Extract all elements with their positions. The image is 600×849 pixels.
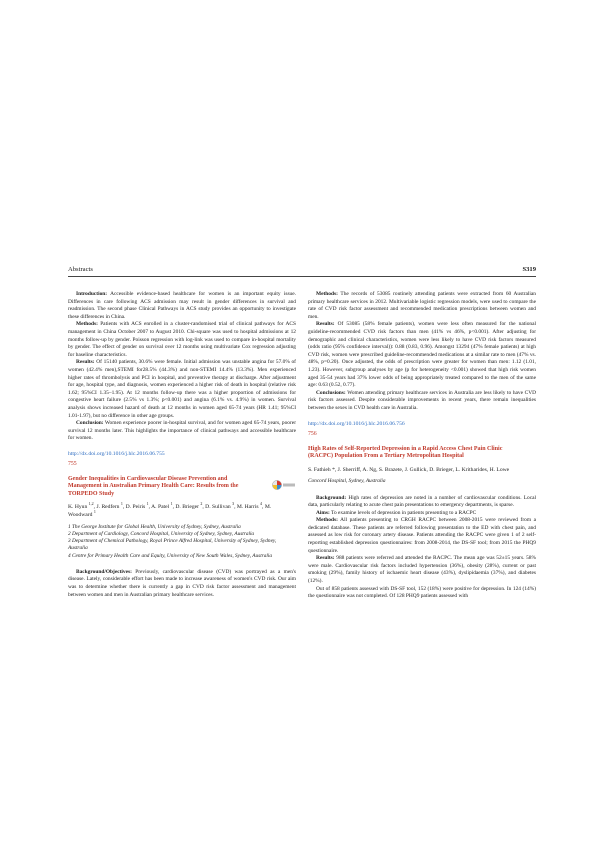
background-heading: Background/Objectives: bbox=[76, 568, 132, 575]
conclusions-paragraph bbox=[308, 390, 536, 413]
results-paragraph bbox=[308, 321, 536, 389]
affiliation-item: 1 The George Institute for Global Health, University of Sydney, Sydney, Australia bbox=[68, 523, 241, 530]
affiliation-item: 4 Centre for Primary Health Care and Equity, University of New South Wales, Sydney, Australia bbox=[68, 552, 272, 559]
crossmark-icon[interactable] bbox=[272, 478, 296, 492]
page-number: S319 bbox=[522, 266, 536, 273]
doi-link[interactable]: http://dx.doi.org/10.1016/j.hlc.2016.06.755 bbox=[68, 450, 165, 457]
aims-text: To examine levels of depression in patients presenting to a RACPC bbox=[331, 509, 477, 516]
intro-text: Accessible evidence-based healthcare for women is an important equity issue. Differences in care following ACS admission may result in gender differences in survival and readmission. The second phase Clinical Pathways in ACS study provides an opportunity to investigate these differences in China. bbox=[68, 291, 296, 320]
conclusions-text: Women attending primary healthcare services in Australia are less likely to have CVD risk factors assessed. Despite considerable improvements in recent years, there remain inequalities between the sexes in CVD health care in Australia. bbox=[308, 389, 536, 411]
results-heading: Results: bbox=[316, 321, 335, 328]
methods-heading: Methods: bbox=[316, 517, 338, 524]
right-column bbox=[308, 291, 536, 601]
methods-paragraph bbox=[308, 291, 536, 321]
doi-link[interactable]: http://dx.doi.org/10.1016/j.hlc.2016.06.756 bbox=[308, 420, 405, 427]
affiliation-item: 2 Department of Cardiology, Concord Hospital, University of Sydney, Sydney, Australia bbox=[68, 531, 255, 538]
abstract-title-row bbox=[308, 446, 536, 461]
methods-heading: Methods: bbox=[316, 291, 338, 297]
background-paragraph bbox=[68, 569, 296, 599]
results-heading: Results: bbox=[316, 555, 335, 562]
results-paragraph bbox=[68, 359, 296, 420]
methods-paragraph bbox=[308, 517, 536, 555]
results-continued-paragraph: Out of 858 patients assessed with DS-SF tool, 152 (18%) were positive for depression. In 124 (14%) the questionnaire was not completed. Of 128 PHQ9 patients assessed with bbox=[308, 585, 536, 600]
header-rule bbox=[68, 276, 536, 277]
left-column bbox=[68, 291, 296, 599]
abstract-title-row bbox=[68, 476, 296, 498]
affiliation-list bbox=[68, 524, 296, 560]
results-text: Of 53085 (58% female patients), women were less often measured for the national guideline-recommended CVD risk factors than men (41% vs 46%, p<0.001). After adjusting for demographic and clinical characteristics, women were less likely to have CVD risk factors measured (odds ratio (95% confidence interval)): 0.88 (0.83, 0.96). Amongst 13294 (47% female patients) at high CVD risk, women were prescribed guideline-recommended medications at a similar rate to men (47% vs. 48%, p=0.20). Once adjusted, the odds of prescription were greater for women than men: 1.12 (1.01, 1.23). However, subgroup analyses by age (p for heterogeneity <0.001) showed that high risk women aged 35-54 years had 37% lower odds of being appropriately treated compared to the men of the same age: 0.63 (0.52, 0.77). bbox=[308, 321, 536, 389]
conclusions-heading: Conclusions: bbox=[316, 389, 346, 396]
background-text: High rates of depression are noted in a number of cardiovascular conditions. Local data, particularly relating to acute chest pain presentations to emergency departments, is sparse. bbox=[308, 494, 536, 509]
author-list: K. Hyun $^{1,2}$, J. Redfern $^1$, D. Peiris $^1$, A. Patel $^1$, D. Brieger $^2$, D. Sullivan $^3$, M. Harris $^4$, M. Woodward $^1$ bbox=[68, 501, 272, 519]
background-paragraph bbox=[308, 495, 536, 510]
abstract-title: High Rates of Self-Reported Depression in a Rapid Access Chest Pain Clinic (RACPC) Population From a Tertiary Metropolitan Hospital bbox=[308, 445, 503, 460]
abstract-title: Gender Inequalities in Cardiovascular Disease Prevention and Management in Australian Primary Health Care: Results from the TORPEDO Study bbox=[68, 476, 239, 497]
results-paragraph bbox=[308, 555, 536, 585]
affiliation: Concord Hospital, Sydney, Australia bbox=[308, 478, 386, 485]
conclusion-text: Women experience poorer in-hospital survival, and for women aged 65-74 years, poorer survival 12 months later. This highlights the importance of clinical pathways and accessible healthcare for women. bbox=[68, 420, 296, 442]
results-text: Of 15140 patients, 30.6% were female. Initial admission was unstable angina for 57.0% of women (42.4% men),STEMI for28.5% (44.3%) and non-STEMI 14.4% (13.3%). Men experienced higher rates of thrombolysis and PCI in hospital, and preventive therapy at discharge. After adjustment for age, hospital type, and diagnosis, women experienced a higher risk of death in hospital (relative risk 1.62; 95%CI 1.35–1.95). At 12 months follow-up there was a higher proportion of admissions for congestive heart failure (2.5% vs 1.3%; p<0.001) and angina (6.1% vs. 4.9%) in women. Survival analysis shows increased hazard of death at 12 months in women aged 65-74 years (HR 1.41; 95%CI 1.01-1.97), but no difference in other age groups. bbox=[68, 359, 296, 419]
results-text: 988 patients were referred and attended the RACPC. The mean age was 52±15 years. 58% were male. Cardiovascular risk factors included hypertension (36%), obesity (28%), current or past smoking (29%), family history of ischaemic heart disease (43%), dyslipidaemia (37%), and diabetes (12%). bbox=[308, 555, 536, 585]
background-heading: Background: bbox=[316, 494, 347, 501]
intro-paragraph bbox=[68, 291, 296, 321]
running-head bbox=[68, 266, 536, 273]
conclusion-paragraph bbox=[68, 420, 296, 443]
background-text: Previously, cardiovascular disease (CVD) was portrayed as a men's disease. Lately, considerable effort has been made to increase awareness of women's CVD risk. Our aim was to determine whether there is currently a gap in CVD risk factor assessment and management between women and men in Australian primary healthcare services. bbox=[68, 568, 296, 598]
conclusion-heading: Conclusion: bbox=[76, 420, 104, 427]
abstract-number: 755 bbox=[68, 461, 77, 468]
methods-heading: Methods: bbox=[76, 321, 98, 328]
intro-heading: Introduction: bbox=[76, 291, 108, 297]
methods-text: The records of 53085 routinely attending patients were extracted from 60 Australian primary healthcare services in 2012. Multivariable logistic regression models, were used to compare the rate of CVD risk factor assessment and recommended medication prescriptions between women and men. bbox=[308, 291, 536, 320]
aims-heading: Aims: bbox=[316, 509, 330, 516]
affiliation-item: 3 Department of Chemical Pathology, Royal Prince Alfred Hospital, University of Sydney, Sydney, Australia bbox=[68, 538, 277, 552]
methods-paragraph bbox=[68, 321, 296, 359]
abstract-number: 756 bbox=[308, 431, 317, 438]
methods-text: Patients with ACS enrolled in a cluster-randomised trial of clinical pathways for ACS management in China October 2007 to August 2010. Chi-square was used to hospital admissions at 12 months follow-up by gender. Poisson regression with log-link was used to compare in-hospital mortality by gender. The effect of gender on survival over 12 months using multivariate Cox regression adjusting for baseline characteristics. bbox=[68, 321, 296, 358]
section-name: Abstracts bbox=[68, 266, 93, 273]
methods-text: All patients presenting to CRGH RACPC between 2008-2015 were reviewed from a dedicated database. These patients are referred following presentation to the ED with chest pain, and assessed as low risk for coronary artery disease. Patients attending the RACPC were given 1 of 2 self-reporting established depression questionnaires: from 2008-2014, the DS-SF tool; from 2015 the PHQ9 questionnaire. bbox=[308, 517, 536, 554]
author-list: S. Fathieh *, J. Sherriff, A. Ng, S. Brazete, J. Gullick, D. Brieger, L. Kritharides, H. Lowe bbox=[308, 466, 510, 473]
results-heading: Results: bbox=[76, 359, 95, 366]
